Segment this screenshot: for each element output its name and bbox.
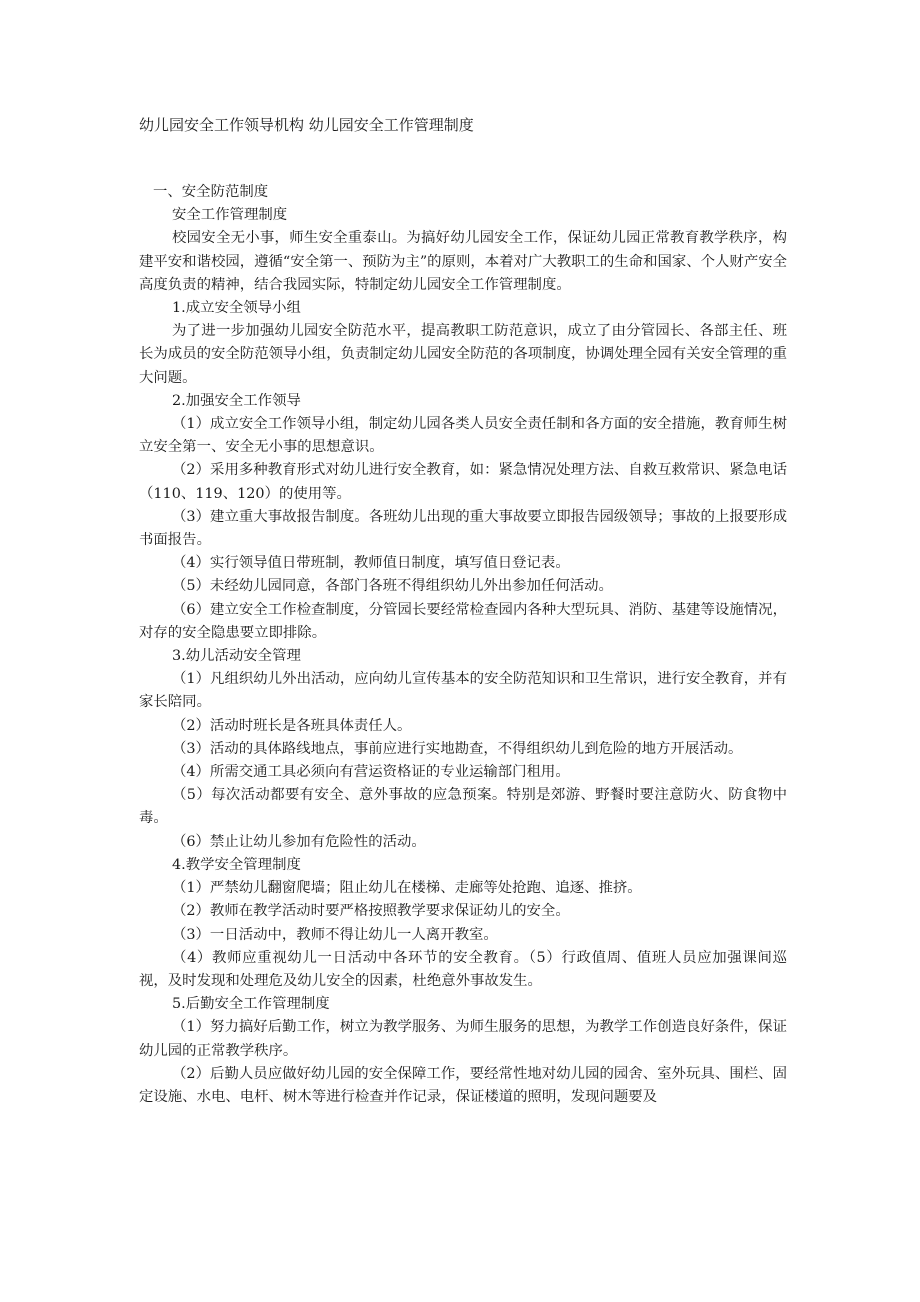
paragraph: （3）建立重大事故报告制度。各班幼儿出现的重大事故要立即报告园级领导；事故的上报要形成书面报告。 [139, 508, 787, 549]
paragraph: （3）一日活动中，教师不得让幼儿一人离开教室。 [172, 926, 498, 943]
paragraph: 校园安全无小事，师生安全重泰山。为搞好幼儿园安全工作，保证幼儿园正常教育教学秩序，构建平安和谐校园，遵循“安全第一、预防为主”的原则，本着对广大教职工的生命和国家、个人财产安全高度负责的精神，结合我园实际，特制定幼儿园安全工作管理制度。 [139, 230, 787, 293]
subsection-heading: 3.幼儿活动安全管理 [172, 648, 301, 665]
paragraph: （1）凡组织幼儿外出活动，应向幼儿宣传基本的安全防范知识和卫生常识，进行安全教育，并有家长陪同。 [139, 671, 787, 711]
paragraph: （1）成立安全工作领导小组，制定幼儿园各类人员安全责任制和各方面的安全措施，教育师生树立安全第一、安全无小事的思想意识。 [139, 416, 787, 456]
paragraph: （2）采用多种教育形式对幼儿进行安全教育，如：紧急情况处理方法、自救互救常识、紧急电话（110、119、120）的使用等。 [139, 462, 787, 502]
paragraph: （2）教师在教学活动时要严格按照教学要求保证幼儿的安全。 [172, 903, 570, 920]
paragraph: （1）严禁幼儿翻窗爬墙；阻止幼儿在楼梯、走廊等处抢跑、追逐、推挤。 [172, 880, 642, 897]
paragraph: 为了进一步加强幼儿园安全防范水平，提高教职工防范意识，成立了由分管园长、各部主任、班长为成员的安全防范领导小组，负责制定幼儿园安全防范的各项制度，协调处理全园有关安全管理的重大问题。 [139, 323, 787, 386]
paragraph: （3）活动的具体路线地点，事前应进行实地勘查，不得组织幼儿到危险的地方开展活动。 [172, 740, 743, 757]
paragraph: （6）禁止让幼儿参加有危险性的活动。 [172, 833, 426, 850]
paragraph: （4）教师应重视幼儿一日活动中各环节的安全教育。（5）行政值周、值班人员应加强课间巡视，及时发现和处理危及幼儿安全的因素，杜绝意外事故发生。 [139, 949, 787, 989]
paragraph: （5）未经幼儿园同意，各部门各班不得组织幼儿外出参加任何活动。 [172, 578, 613, 595]
subsection-heading: 1.成立安全领导小组 [172, 300, 301, 317]
document-title: 幼儿园安全工作领导机构 幼儿园安全工作管理制度 [139, 116, 474, 134]
subsection-heading: 5.后勤安全工作管理制度 [172, 996, 330, 1013]
document-body [139, 181, 787, 1109]
subsection-heading: 4.教学安全管理制度 [172, 856, 301, 873]
paragraph: （1）努力搞好后勤工作，树立为教学服务、为师生服务的思想，为教学工作创造良好条件，保证幼儿园的正常教学秩序。 [139, 1019, 787, 1059]
paragraph: （4）所需交通工具必须向有营运资格证的专业运输部门租用。 [172, 764, 570, 781]
paragraph: （5）每次活动都要有安全、意外事故的应急预案。特别是郊游、野餐时要注意防火、防食物中毒。 [139, 787, 787, 827]
subsection-heading: 安全工作管理制度 [172, 207, 288, 224]
paragraph: （2）后勤人员应做好幼儿园的安全保障工作，要经常性地对幼儿园的园舍、室外玩具、围栏、固定设施、水电、电杆、树木等进行检查并作记录，保证楼道的照明，发现问题要及 [139, 1065, 787, 1105]
paragraph: （6）建立安全工作检查制度，分管园长要经常检查园内各种大型玩具、消防、基建等设施情况，对存的安全隐患要立即排除。 [139, 601, 787, 641]
subsection-heading: 2.加强安全工作领导 [172, 392, 301, 409]
paragraph: （2）活动时班长是各班具体责任人。 [172, 717, 412, 734]
paragraph: （4）实行领导值日带班制，教师值日制度，填写值日登记表。 [172, 555, 570, 572]
section-heading: 一、安全防范制度 [153, 184, 269, 200]
